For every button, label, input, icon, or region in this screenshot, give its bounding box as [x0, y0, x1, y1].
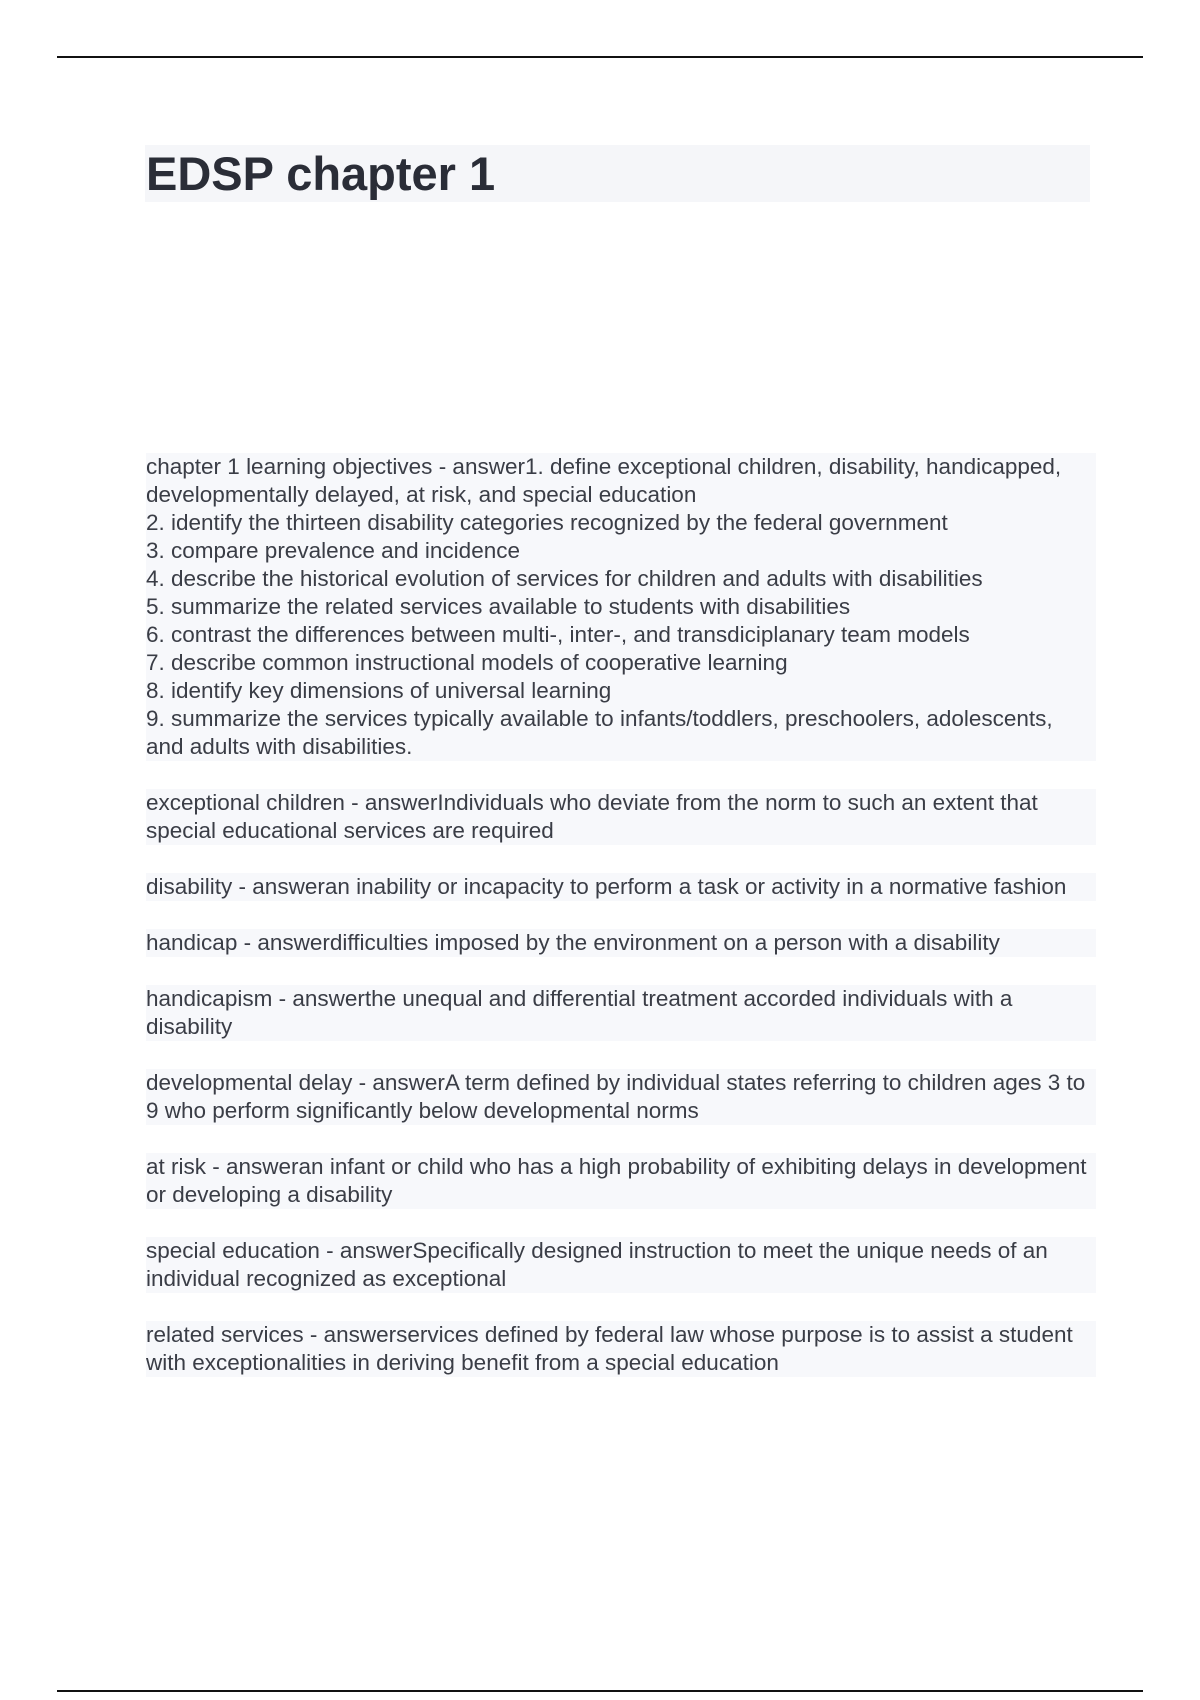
entry-term: special education [146, 1238, 320, 1263]
objective-item: 7. describe common instructional models of cooperative learning [146, 650, 788, 675]
objective-item: 8. identify key dimensions of universal learning [146, 678, 612, 703]
entry-definition: A term defined by individual states referring to children ages 3 to 9 who perform significantly below developmental norms [146, 1070, 1086, 1123]
entry-term: exceptional children [146, 790, 345, 815]
entry-definition: Individuals who deviate from the norm to such an extent that special educational services are required [146, 790, 1038, 843]
objectives-entry [146, 453, 1096, 761]
entry-term: disability [146, 874, 233, 899]
answer-separator: - answer [432, 454, 525, 479]
entry-term: handicapism [146, 986, 273, 1011]
entry-term: chapter 1 learning objectives [146, 454, 433, 479]
definition-entry [146, 1153, 1096, 1209]
definition-entry [146, 1069, 1096, 1125]
top-rule [57, 56, 1143, 58]
entry-definition: the unequal and differential treatment accorded individuals with a disability [146, 986, 1013, 1039]
objective-item: 5. summarize the related services available to students with disabilities [146, 594, 851, 619]
objective-item: 4. describe the historical evolution of services for children and adults with disabilities [146, 566, 983, 591]
definition-entry [146, 985, 1096, 1041]
entry-definition: Specifically designed instruction to meet the unique needs of an individual recognized as exceptional [146, 1238, 1048, 1291]
objective-item: 9. summarize the services typically available to infants/toddlers, preschoolers, adolescents, and adults with disabilities. [146, 706, 1059, 759]
definition-entry [146, 1237, 1096, 1293]
objective-item: 2. identify the thirteen disability categories recognized by the federal government [146, 510, 948, 535]
answer-separator: - answer [237, 930, 330, 955]
entry-definition: an inability or incapacity to perform a task or activity in a normative fashion [324, 874, 1067, 899]
answer-separator: - answer [303, 1322, 397, 1347]
objective-item: 3. compare prevalence and incidence [146, 538, 520, 563]
answer-separator: - answer [319, 1238, 413, 1263]
definition-entry [146, 1321, 1096, 1377]
entry-definition: difficulties imposed by the environment on a person with a disability [329, 930, 1000, 955]
definition-entry [146, 789, 1096, 845]
answer-separator: - answer [206, 1154, 299, 1179]
definition-entry [146, 929, 1096, 957]
answer-separator: - answer [272, 986, 365, 1011]
bottom-rule [57, 1690, 1143, 1692]
definition-entry [146, 873, 1096, 901]
objective-item: 6. contrast the differences between multi-, inter-, and transdiciplanary team models [146, 622, 970, 647]
entry-definition: an infant or child who has a high probability of exhibiting delays in development or developing a disability [146, 1154, 1087, 1207]
entry-term: related services [146, 1322, 304, 1347]
entry-term: handicap [146, 930, 238, 955]
objective-item: 1. define exceptional children, disability, handicapped, developmentally delayed, at risk, and special education [146, 454, 1062, 507]
flashcard-list [146, 453, 1096, 1405]
entry-term: developmental delay [146, 1070, 353, 1095]
answer-separator: - answer [352, 1070, 445, 1095]
answer-separator: - answer [232, 874, 325, 899]
entry-definition: services defined by federal law whose purpose is to assist a student with exceptionalities in deriving benefit from a special education [146, 1322, 1073, 1375]
answer-separator: - answer [344, 790, 438, 815]
entry-term: at risk [146, 1154, 207, 1179]
page-title: EDSP chapter 1 [146, 147, 496, 200]
